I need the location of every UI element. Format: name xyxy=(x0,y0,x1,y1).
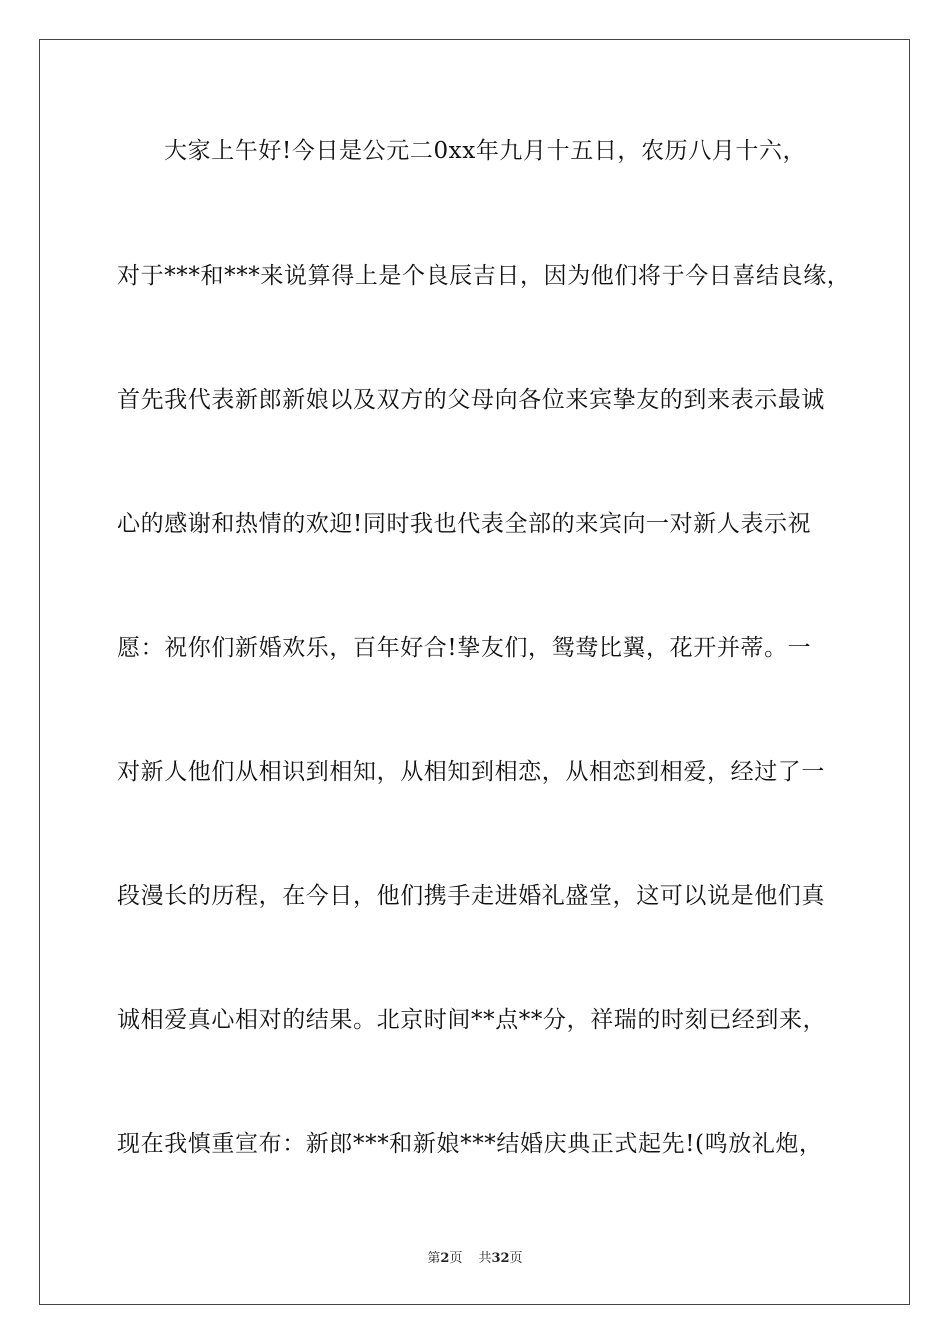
text-line-7: 段漫长的历程，在今日，他们携手走进婚礼盛堂，这可以说是他们真 xyxy=(117,883,825,909)
text-line-9: 现在我慎重宣布：新郎***和新娘***结婚庆典正式起先!(鸣放礼炮， xyxy=(117,1131,823,1157)
page-number: 2 xyxy=(440,1251,450,1266)
text-line-8: 诚相爱真心相对的结果。北京时间**点**分，祥瑞的时刻已经到来， xyxy=(117,1007,827,1033)
total-pages: 32 xyxy=(491,1251,510,1266)
text-line-4: 心的感谢和热情的欢迎!同时我也代表全部的来宾向一对新人表示祝 xyxy=(117,511,812,537)
page-border xyxy=(39,39,910,1305)
text-line-6: 对新人他们从相识到相知，从相知到相恋，从相恋到相爱，经过了一 xyxy=(117,759,825,785)
total-prefix: 共 xyxy=(478,1251,492,1266)
text-line-3: 首先我代表新郎新娘以及双方的父母向各位来宾挚友的到来表示最诚 xyxy=(117,387,825,413)
text-line-2: 对于***和***来说算得上是个良辰吉日，因为他们将于今日喜结良缘， xyxy=(117,263,851,289)
text-line-1: 大家上午好!今日是公元二0xx年九月十五日，农历八月十六， xyxy=(164,138,807,164)
page-suffix: 页 xyxy=(449,1251,463,1266)
text-line-5: 愿：祝你们新婚欢乐，百年好合!挚友们，鸳鸯比翼，花开并蒂。一 xyxy=(117,635,812,661)
total-suffix: 页 xyxy=(509,1251,523,1266)
page-footer xyxy=(0,1247,950,1266)
page-prefix: 第 xyxy=(427,1251,441,1266)
